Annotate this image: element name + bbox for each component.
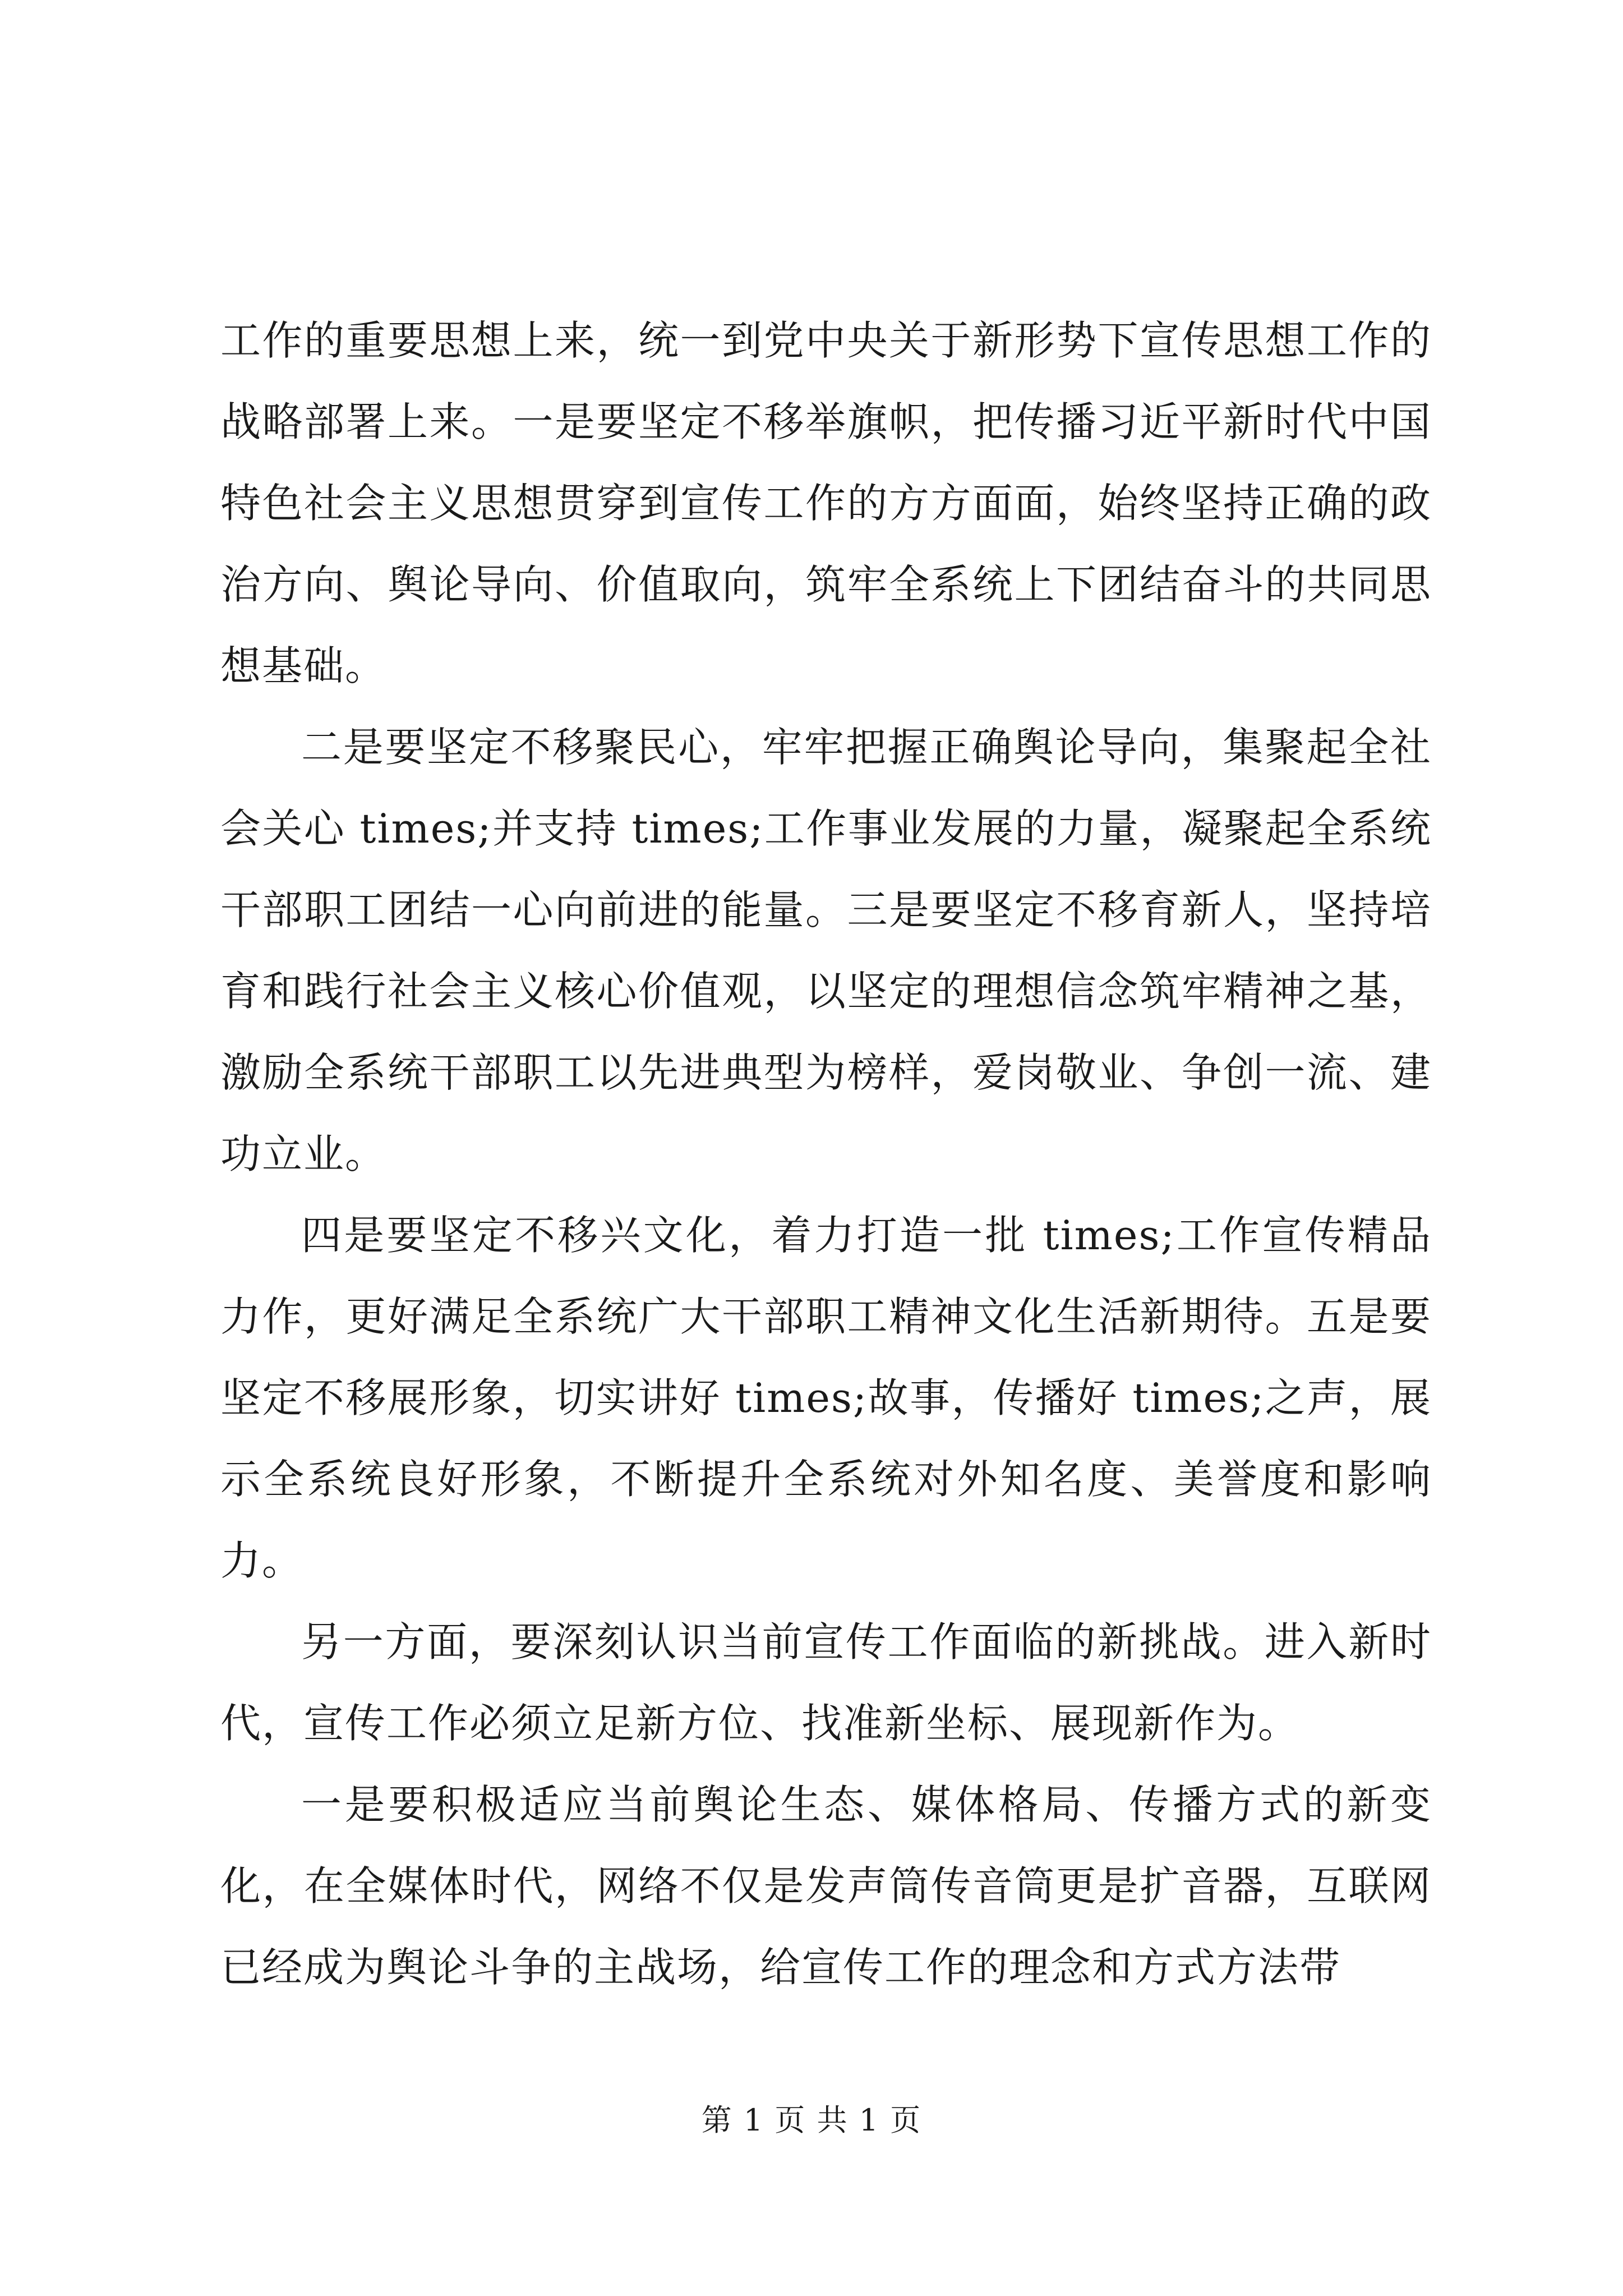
page-number-footer: 第 1 页 共 1 页 <box>701 2102 922 2138</box>
paragraph-5: 一是要积极适应当前舆论生态、媒体格局、传播方式的新变化，在全媒体时代，网络不仅是发声筒传音筒更是扩音器，互联网已经成为舆论斗争的主战场，给宣传工作的理念和方式方法带 <box>220 1781 1432 1991</box>
paragraph-2: 二是要坚定不移聚民心，牢牢把握正确舆论导向，集聚起全社会关心 times;并支持 times;工作事业发展的力量，凝聚起全系统干部职工团结一心向前进的能量。三是要坚定不移育新人，坚持培育和践行社会主义核心价值观，以坚定的理想信念筑牢精神之基，激励全系统干部职工以先进典型为榜样，爱岗敬业、争创一流、建功立业。 <box>220 724 1432 1177</box>
paragraph-1: 工作的重要思想上来，统一到党中央关于新形势下宣传思想工作的战略部署上来。一是要坚定不移举旗帜，把传播习近平新时代中国特色社会主义思想贯穿到宣传工作的方方面面，始终坚持正确的政治方向、舆论导向、价值取向，筑牢全系统上下团结奋斗的共同思想基础。 <box>220 317 1432 689</box>
paragraph-3: 四是要坚定不移兴文化，着力打造一批 times;工作宣传精品力作，更好满足全系统广大干部职工精神文化生活新期待。五是要坚定不移展形象，切实讲好 times;故事，传播好 times;之声，展示全系统良好形象，不断提升全系统对外知名度、美誉度和影响力。 <box>220 1212 1432 1584</box>
paragraph-4: 另一方面，要深刻认识当前宣传工作面临的新挑战。进入新时代，宣传工作必须立足新方位、找准新坐标、展现新作为。 <box>220 1618 1432 1747</box>
document-body <box>220 300 1432 2008</box>
